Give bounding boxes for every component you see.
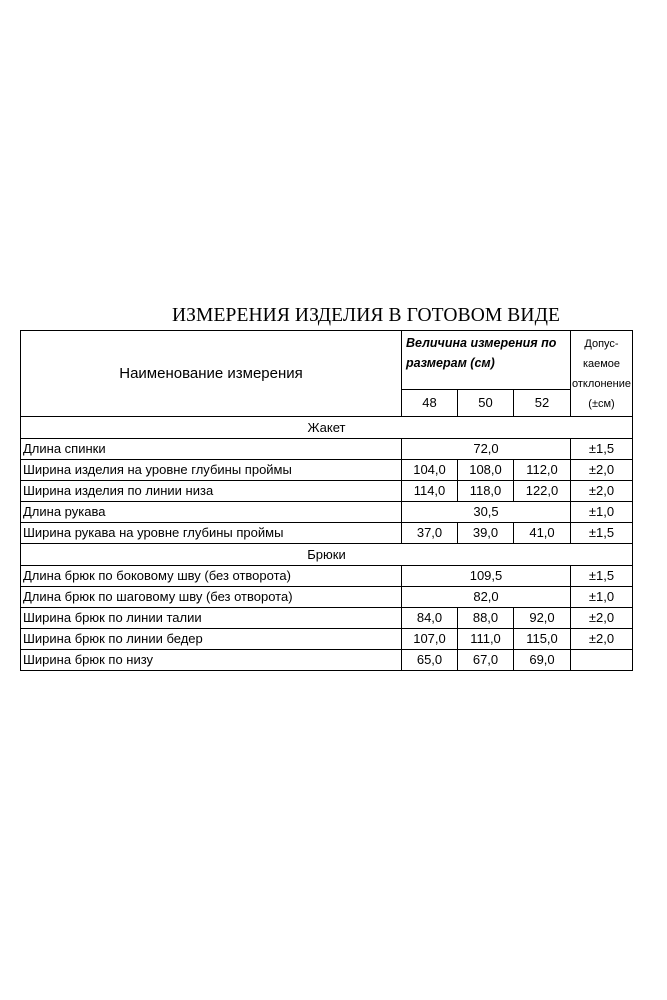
header-row xyxy=(21,331,633,390)
measurement-name: Длина брюк по боковому шву (без отворота) xyxy=(21,566,402,587)
measurement-value-size-48: 107,0 xyxy=(402,629,458,650)
tolerance-value: ±2,0 xyxy=(571,629,633,650)
measurements-table-body xyxy=(21,331,633,671)
column-header-name: Наименование измерения xyxy=(21,331,402,417)
measurement-row xyxy=(21,629,633,650)
measurement-value-size-48: 84,0 xyxy=(402,608,458,629)
measurement-row xyxy=(21,523,633,544)
measurement-value-size-48: 37,0 xyxy=(402,523,458,544)
tolerance-value: ±2,0 xyxy=(571,608,633,629)
measurement-value-size-50: 108,0 xyxy=(458,460,514,481)
tolerance-line: отклонение xyxy=(571,377,632,390)
measurement-name: Ширина рукава на уровне глубины проймы xyxy=(21,523,402,544)
measurement-value-size-52: 122,0 xyxy=(514,481,571,502)
column-header-tolerance xyxy=(571,331,633,417)
measurement-row xyxy=(21,502,633,523)
size-header-52: 52 xyxy=(514,390,571,417)
measurement-name: Ширина брюк по низу xyxy=(21,650,402,671)
measurement-row xyxy=(21,608,633,629)
measurement-value-size-50: 67,0 xyxy=(458,650,514,671)
measurement-row xyxy=(21,587,633,608)
measurement-value-size-48: 65,0 xyxy=(402,650,458,671)
section-title: Жакет xyxy=(21,417,633,439)
measurement-value-size-48: 104,0 xyxy=(402,460,458,481)
column-header-size: Величина измерения по размерам (см) xyxy=(402,331,571,390)
measurement-value-size-50: 118,0 xyxy=(458,481,514,502)
measurement-value-all-sizes: 72,0 xyxy=(402,439,571,460)
measurement-name: Ширина изделия по линии низа xyxy=(21,481,402,502)
measurement-value-size-52: 92,0 xyxy=(514,608,571,629)
measurement-value-size-52: 112,0 xyxy=(514,460,571,481)
tolerance-value: ±1,5 xyxy=(571,439,633,460)
tolerance-line: Допус- xyxy=(584,337,619,350)
tolerance-line: каемое xyxy=(582,357,621,370)
tolerance-value: ±1,0 xyxy=(571,587,633,608)
measurement-value-size-50: 88,0 xyxy=(458,608,514,629)
measurement-row xyxy=(21,650,633,671)
tolerance-value xyxy=(571,650,633,671)
tolerance-value: ±2,0 xyxy=(571,460,633,481)
measurement-value-size-52: 115,0 xyxy=(514,629,571,650)
measurement-name: Ширина изделия на уровне глубины проймы xyxy=(21,460,402,481)
tolerance-value: ±2,0 xyxy=(571,481,633,502)
measurement-name: Ширина брюк по линии талии xyxy=(21,608,402,629)
page-title: ИЗМЕРЕНИЯ ИЗДЕЛИЯ В ГОТОВОМ ВИДЕ xyxy=(172,305,561,326)
measurement-value-size-48: 114,0 xyxy=(402,481,458,502)
tolerance-value: ±1,5 xyxy=(571,523,633,544)
tolerance-value: ±1,5 xyxy=(571,566,633,587)
section-row xyxy=(21,417,633,439)
measurement-value-size-52: 69,0 xyxy=(514,650,571,671)
measurement-row xyxy=(21,460,633,481)
tolerance-value: ±1,0 xyxy=(571,502,633,523)
measurement-value-size-50: 39,0 xyxy=(458,523,514,544)
section-title: Брюки xyxy=(21,544,633,566)
section-row xyxy=(21,544,633,566)
measurement-name: Длина рукава xyxy=(21,502,402,523)
measurement-value-all-sizes: 109,5 xyxy=(402,566,571,587)
measurement-value-all-sizes: 30,5 xyxy=(402,502,571,523)
measurement-value-all-sizes: 82,0 xyxy=(402,587,571,608)
measurement-name: Длина спинки xyxy=(21,439,402,460)
measurement-name: Ширина брюк по линии бедер xyxy=(21,629,402,650)
measurement-value-size-50: 111,0 xyxy=(458,629,514,650)
measurement-row xyxy=(21,481,633,502)
measurement-row xyxy=(21,566,633,587)
measurements-table xyxy=(20,330,633,671)
size-header-50: 50 xyxy=(458,390,514,417)
measurement-value-size-52: 41,0 xyxy=(514,523,571,544)
tolerance-line: (±см) xyxy=(588,397,615,410)
size-header-48: 48 xyxy=(402,390,458,417)
measurement-name: Длина брюк по шаговому шву (без отворота) xyxy=(21,587,402,608)
measurement-row xyxy=(21,439,633,460)
